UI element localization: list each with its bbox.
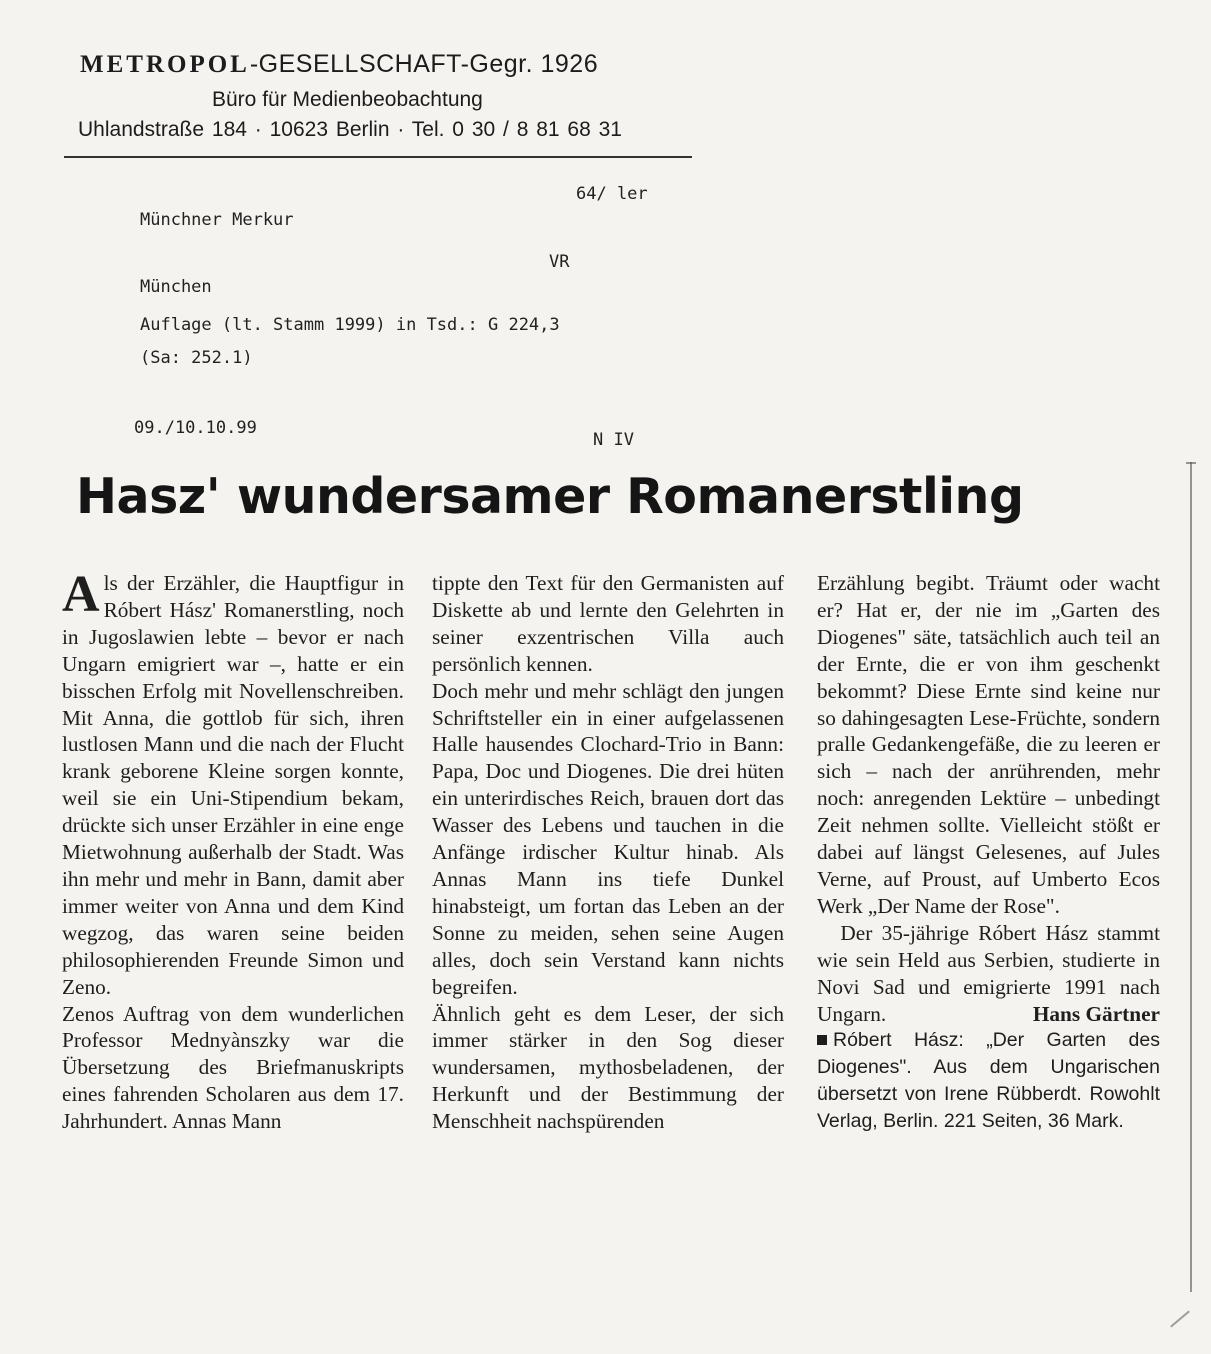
issue-date: 09./10.10.99 <box>134 418 257 438</box>
code-vr: VR <box>549 252 570 272</box>
paragraph: Erzählung begibt. Träumt oder wacht er? Hat er, der nie im „Garten des Diogenes" säte, tatsächlich auch teil an der Ernte, die er von ihm geschenkt bekommt? Diese Ernte sind keine nur so dahingesagten Lese-Früchte, sondern pralle Gedankengefäße, die zu leeren er sich – nach der anrührenden, mehr noch: anregenden Lektüre – unbedingt Zeit nehmen sollte. Vielleicht stößt er dabei auf längst Gelesenes, auf Jules Verne, auf Proust, auf Umberto Ecos Werk „Der Name der Rose". <box>817 571 1160 918</box>
code-niv: N IV <box>593 430 634 450</box>
saturday-circulation: (Sa: 252.1) <box>140 348 253 368</box>
book-info <box>817 1027 1160 1135</box>
pencil-tick <box>1170 1311 1190 1328</box>
drop-cap: A <box>62 566 100 623</box>
article-column-3 <box>817 570 1160 1135</box>
paragraph <box>62 566 404 1001</box>
paragraph: Ähnlich geht es dem Leser, der sich immer stärker in den Sog dieser wundersamen, mythosbeladenen, der Herkunft und der Bestimmung der Menschheit nachspürenden <box>432 1001 784 1134</box>
paragraph <box>817 920 1160 1028</box>
article-column-1 <box>62 566 404 1135</box>
paragraph-text: Der 35-jährige Róbert Hász stammt wie sein Held aus Serbien, studierte in Novi Sad und emigrierte 1991 nach Ungarn. <box>817 920 1160 1026</box>
circulation-line: Auflage (lt. Stamm 1999) in Tsd.: G 224,3 <box>140 315 560 335</box>
article-headline: Hasz' wundersamer Romanerstling <box>76 468 1024 525</box>
paragraph: tippte den Text für den Germanisten auf Diskette ab und lernte den Gelehrten in seiner exzentrischen Villa auch persönlich kennen. <box>432 571 784 676</box>
author-byline: Hans Gärtner <box>1032 1001 1160 1026</box>
paragraph-text: ls der Erzähler, die Hauptfigur in Róbert Hász' Romanerstling, noch in Jugoslawien lebte – bevor er nach Ungarn emigriert war –, hatte er ein bisschen Erfolg mit Novellenschreiben. Mit Anna, die gottlob für sich, ihren lustlosen Mann und die nach der Flucht krank geborene Kleine sorgen konnte, weil sie ein Uni-Stipendium bekam, drückte sich unser Erzähler in eine enge Mietwohnung außerhalb der Stadt. Was ihn mehr und mehr in Bann, damit aber immer weiter von Anna und dem Kind wegzog, das waren seine beiden philosophierenden Freunde Simon und Zeno. <box>62 571 404 999</box>
letterhead-title <box>80 50 598 79</box>
reference-code: 64/ ler <box>576 184 648 204</box>
city-name: München <box>140 277 212 297</box>
margin-line <box>1190 462 1192 1292</box>
office-subtitle: Büro für Medienbeobachtung <box>212 88 483 111</box>
brand-name: METROPOL <box>80 51 250 78</box>
book-info-text: Róbert Hász: „Der Garten des Diogenes". Aus dem Ungarischen übersetzt von Irene Rübberdt. Rowohlt Verlag, Berlin. 221 Seiten, 36 Mark. <box>817 1029 1160 1133</box>
article-column-2 <box>432 570 784 1135</box>
newspaper-name: Münchner Merkur <box>140 210 294 230</box>
org-name: -GESELLSCHAFT-Gegr. 1926 <box>249 50 599 78</box>
paragraph: Doch mehr und mehr schlägt den jungen Schriftsteller ein in einer aufgelassenen Halle hausendes Clochard-Trio in Bann: Papa, Doc und Diogenes. Die drei hüten ein unterirdisches Reich, brauen dort das Wasser des Lebens und tauchen in die Anfänge irdischer Kultur hinab. Als Annas Mann ins tiefe Dunkel hinabsteigt, um fortan das Leben an der Sonne zu meiden, sehen seine Augen alles, doch sein Verstand kann nichts begreifen. <box>432 678 784 999</box>
square-bullet-icon <box>817 1035 827 1045</box>
paragraph: Zenos Auftrag von dem wunderlichen Professor Mednyànszky war die Übersetzung des Briefmanuskripts eines fahrenden Scholaren aus dem 17. Jahrhundert. Annas Mann <box>62 1001 404 1134</box>
letterhead-divider <box>64 156 692 158</box>
address-line: Uhlandstraße 184 · 10623 Berlin · Tel. 0 30 / 8 81 68 31 <box>78 118 622 141</box>
